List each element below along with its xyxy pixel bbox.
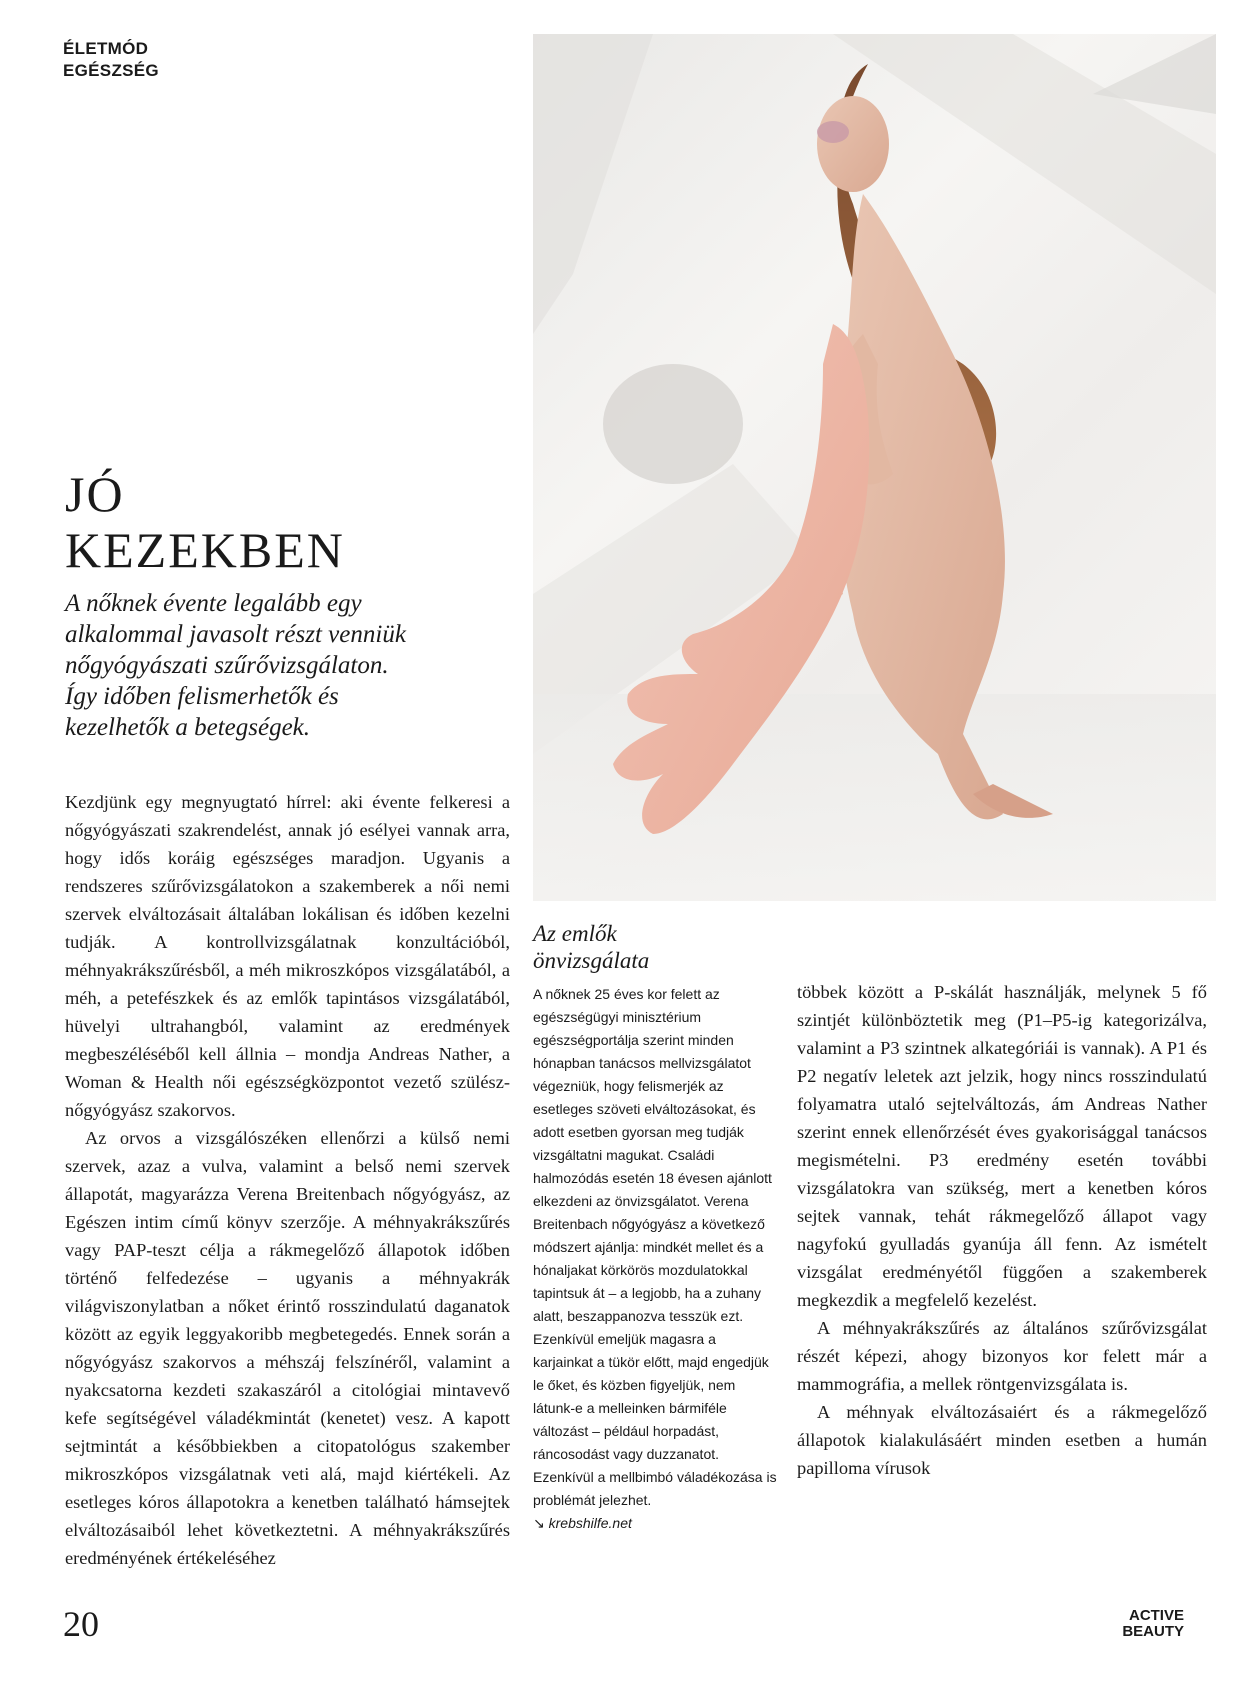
article-title [65, 466, 345, 578]
sidebar-heading-line2: önvizsgálata [533, 948, 650, 973]
lead-line: nőgyógyászati szűrővizsgálaton. [65, 652, 389, 679]
lead-line: kezelhetők a betegségek. [65, 714, 311, 741]
section-label [63, 38, 159, 82]
lead-line: A nőknek évente legalább egy [65, 590, 362, 617]
sidebar-text: A nőknek 25 éves kor felett az egészségügyi minisztérium egészségportálja szerint minden hónapban tanácsos mellvizsgálatot végezniük, hogy felismerjék az esetleges szöveti elváltozásokat, és adott esetben gyorsan meg tudják vizsgáltatni magukat. Családi halmozódás esetén 18 évesen ajánlott elkezdeni az önvizsgálatot. Verena Breitenbach nőgyógyász a következő módszert ajánlja: mindkét mellet és a hónaljakat körkörös mozdulatokkal tapintsuk át – a legjobb, ha a zuhany alatt, beszappanozva tesszük ezt. Ezenkívül emeljük magasra a karjainkat a tükör előtt, majd engedjük le őket, és közben figyeljük, nem látunk-e a melleinken bármiféle változást – például horpadást, ráncosodást vagy duzzanatot. Ezenkívül a mellbimbó váladékozása is problémát jelezhet. [533, 986, 777, 1508]
photo-illustration [533, 34, 1216, 901]
sidebar-heading [533, 920, 649, 974]
page-number: 20 [63, 1604, 99, 1644]
brand-line1: ACTIVE [1128, 1607, 1184, 1624]
body-column-3 [797, 978, 1207, 1482]
article-title-line2: KEZEKBEN [65, 522, 345, 578]
sidebar-box [533, 983, 777, 1535]
body-paragraph: Az orvos a vizsgálószéken ellenőrzi a külső nemi szervek, azaz a vulva, valamint a belső nemi szervek állapotát, magyarázza Verena Breitenbach nőgyógyász, az Egészen intim című könyv szerzője. A méhnyakrákszűrés vagy PAP-teszt célja a rákmegelőző állapotok időben történő felfedezése – ugyanis a méhnyakrák világviszonylatban a nőket érintő rosszindulatú daganatok között az egyik leggyakoribb megbetegedés. Ennek során a nőgyógyász szakorvos a méhszáj felszínéről, valamint a nyakcsatorna kezdeti szakaszáról a citológiai mintavevő kefe segítségével váladékmintát (kenetet) vesz. A kapott sejtmintát a későbbiekben a citopatológus szakember mikroszkópos vizsgálatnak veti alá, majd kiértékeli. Az esetleges kóros állapotokra a kenetben található hámsejtek elváltozásaiból lehet következtetni. A méhnyakrákszűrés eredményének értékeléséhez [65, 1128, 510, 1568]
source-link[interactable]: krebshilfe.net [548, 1515, 632, 1531]
sidebar-source-line [533, 1512, 777, 1535]
body-paragraph: Kezdjünk egy megnyugtató hírrel: aki évente felkeresi a nőgyógyászati szakrendelést, annak jó esélyei vannak arra, hogy idős koráig egészséges maradjon. Ugyanis a rendszeres szűrővizsgálatokon a szakemberek a női nemi szervek elváltozásait általában lokálisan és időben kezelni tudják. A kontrollvizsgálatnak konzultációból, méhnyakrákszűrésből, a méh mikroszkópos vizsgálatából, a méh, a petefészkek és az emlők tapintásos vizsgálatából, hüvelyi ultrahangból, valamint az eredmények megbeszéléséből kell állnia – mondja Andreas Nather, a Woman & Health női egészségközpontot vezető szülész-nőgyógyász szakorvos. [65, 792, 510, 1120]
lead-line: alkalommal javasolt részt venniük [65, 621, 406, 648]
body-column-1 [65, 788, 510, 1572]
body-paragraph: A méhnyakrákszűrés az általános szűrővizsgálat részét képezi, ahogy bizonyos kor felett már a mammográfia, a mellek röntgenvizsgálata is. [797, 1318, 1207, 1394]
body-paragraph: többek között a P-skálát használják, melynek 5 fő szintjét különböztetik meg (P1–P5-ig kategorizálva, valamint a P3 szintnek alkategóriái is vannak). A P1 és P2 negatív leletek azt jelzik, hogy nincs rosszindulatú folyamatra utaló sejtelváltozás, ám Andreas Nather szerint ennek ellenőrzését éves gyakorisággal tanácsos megismételni. P3 eredmény esetén további vizsgálatokra van szükség, mert a kenetben kóros sejtek vannak, tehát rákmegelőző állapot vagy nagyfokú gyulladás gyanúja áll fenn. Az ismételt vizsgálat eredményétől függően a szakemberek megkezdik a megfelelő kezelést. [797, 982, 1207, 1310]
source-arrow-icon: ↘ [533, 1515, 545, 1531]
section-label-line2: EGÉSZSÉG [63, 61, 159, 80]
article-title-line1: JÓ [65, 466, 125, 522]
article-lead [65, 588, 505, 743]
brand-line2: BEAUTY [1122, 1623, 1184, 1640]
lead-line: Így időben felismerhetők és [65, 683, 339, 710]
section-label-line1: ÉLETMÓD [63, 39, 149, 58]
body-paragraph: A méhnyak elváltozásaiért és a rákmegelőző állapotok kialakulásáért minden esetben a humán papilloma vírusok [797, 1402, 1207, 1478]
article-photo [533, 34, 1216, 901]
sidebar-heading-line1: Az emlők [533, 921, 617, 946]
magazine-brand [1122, 1608, 1184, 1640]
